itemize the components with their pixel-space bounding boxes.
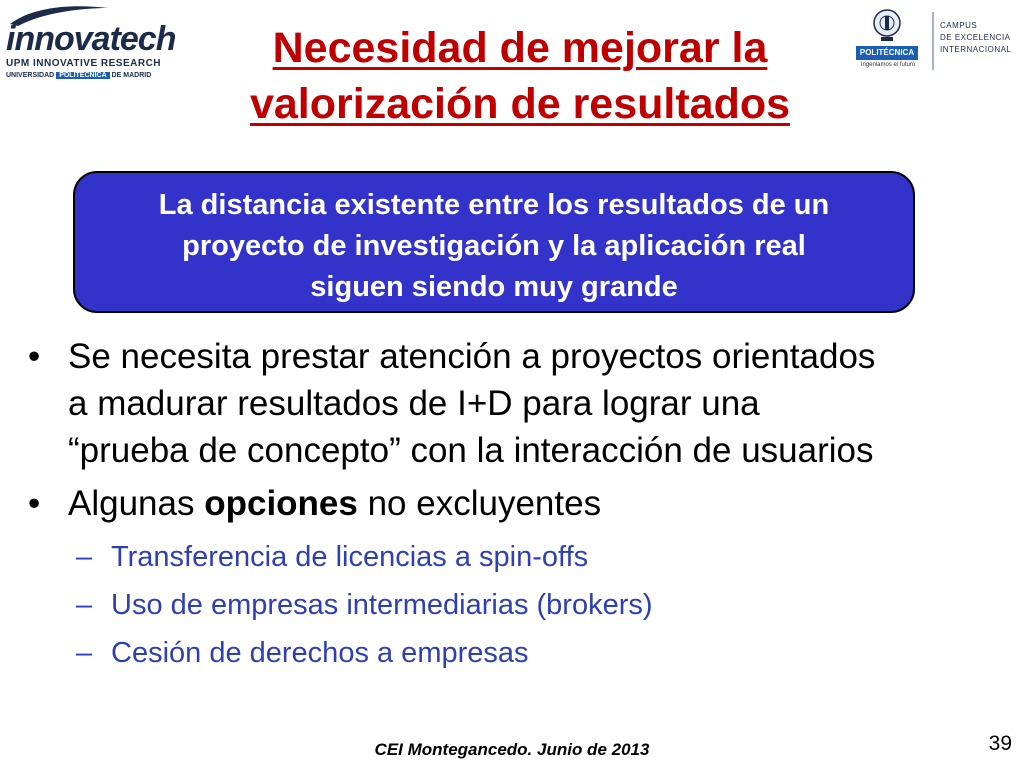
title-line-1: Necesidad de mejorar la [272,24,768,72]
slide-title [160,20,880,132]
sub-bullet-item: – Cesión de derechos a empresas [28,629,1018,677]
upm-label: POLITÉCNICA [856,46,918,60]
callout-line-3: siguen siendo muy grande [310,271,678,303]
bullet-item: • Algunas opciones no excluyentes [28,480,1018,527]
sub-bullet-item: – Uso de empresas intermediarias (brokers) [28,581,1018,629]
title-line-2: valorización de resultados [249,80,791,128]
brand-wordmark: innovatech [6,20,176,58]
bullet-icon: • [28,337,41,376]
sub-bullet-item: – Transferencia de licencias a spin-offs [28,533,1018,581]
callout-line-1: La distancia existente entre los resultados de un [158,189,830,221]
upm-campus-logo [850,6,1020,78]
bullet-list [28,333,1018,677]
logo-divider [932,12,934,70]
bullet-icon: • [28,484,41,523]
dash-icon: – [76,541,93,573]
campus-text: CAMPUS DE EXCELENCIA INTERNACIONAL [940,21,1012,54]
bullet-item: • Se necesita prestar atención a proyectos orientados a madurar resultados de I+D para lograr una “prueba de concepto” con la interacción de usuarios [28,333,1018,474]
crest-icon [872,8,902,42]
upm-tagline: Ingeniamos el futuro [860,62,916,68]
innovatech-logo [4,2,176,82]
slide-footer: CEI Montegancedo. Junio de 2013 [374,740,650,759]
page-number: 39 [988,732,1012,755]
highlight-callout [73,171,915,313]
dash-icon: – [76,589,93,621]
brand-tagline: UPM INNOVATIVE RESEARCH [6,58,162,69]
callout-line-2: proyecto de investigación y la aplicación real [182,230,806,262]
university-line: UNIVERSIDAD POLITÉCNICA DE MADRID [6,72,152,79]
dash-icon: – [76,637,93,669]
